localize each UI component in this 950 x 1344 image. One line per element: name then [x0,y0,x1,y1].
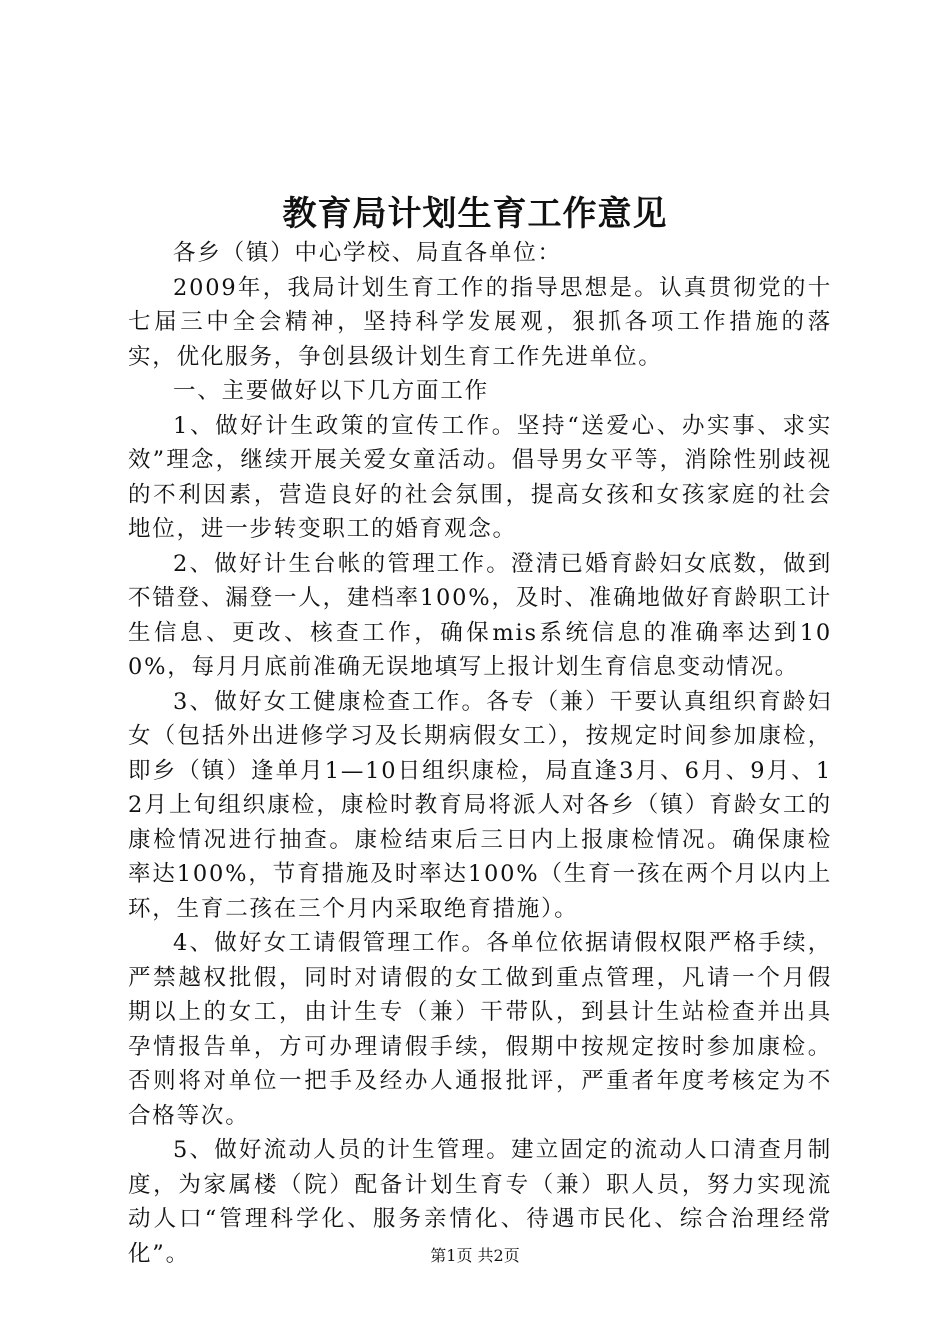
item-5-paragraph: 5、做好流动人员的计生管理。建立固定的流动人口清查月制度，为家属楼（院）配备计划生育专（兼）职人员，努力实现流动人口“管理科学化、服务亲情化、待遇市民化、综合治理经常化”。 [128,1137,832,1267]
intro-paragraph: 2009年，我局计划生育工作的指导思想是。认真贯彻党的十七届三中全会精神，坚持科学发展观，狠抓各项工作措施的落实，优化服务，争创县级计划生育工作先进单位。 [128,274,832,370]
document-title: 教育局计划生育工作意见 [282,194,668,234]
page-number-footer: 第1页 共2页 [430,1246,520,1265]
document-body [128,236,832,1271]
item-2-paragraph: 2、做好计生台帐的管理工作。澄清已婚育龄妇女底数，做到不错登、漏登一人，建档率100%，及时、准确地做好育龄职工计生信息、更改、核查工作，确保mis系统信息的准确率达到100%，每月月底前准确无误地填写上报计划生育信息变动情况。 [128,550,832,680]
section-heading: 一、主要做好以下几方面工作 [173,378,489,404]
item-4-paragraph: 4、做好女工请假管理工作。各单位依据请假权限严格手续，严禁越权批假，同时对请假的女工做到重点管理，凡请一个月假期以上的女工，由计生专（兼）干带队，到县计生站检查并出具孕情报告单，方可办理请假手续，假期中按规定按时参加康检。否则将对单位一把手及经办人通报批评，严重者年度考核定为不合格等次。 [128,930,832,1129]
item-3-paragraph: 3、做好女工健康检查工作。各专（兼）干要认真组织育龄妇女（包括外出进修学习及长期病假女工），按规定时间参加康检，即乡（镇）逢单月1—10日组织康检，局直逢3月、6月、9月、12月上旬组织康检，康检时教育局将派人对各乡（镇）育龄女工的康检情况进行抽查。康检结束后三日内上报康检情况。确保康检率达100%，节育措施及时率达100%（生育一孩在两个月以内上环，生育二孩在三个月内采取绝育措施）。 [128,688,832,922]
salutation-paragraph: 各乡（镇）中心学校、局直各单位： [173,240,562,266]
item-1-paragraph: 1、做好计生政策的宣传工作。坚持“送爱心、办实事、求实效”理念，继续开展关爱女童活动。倡导男女平等，消除性别歧视的不利因素，营造良好的社会氛围，提高女孩和女孩家庭的社会地位，进一步转变职工的婚育观念。 [128,412,832,542]
